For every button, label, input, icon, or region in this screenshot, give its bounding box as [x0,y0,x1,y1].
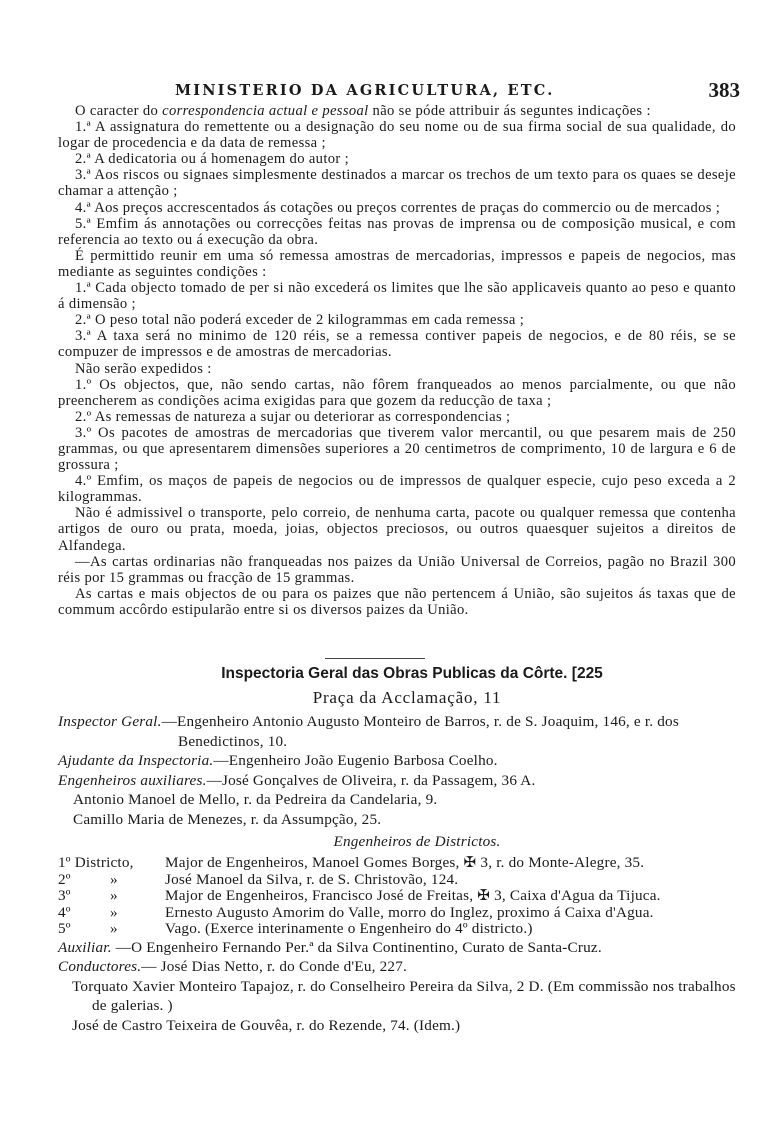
conductores-entry [58,957,736,977]
district-row [58,905,736,922]
inspector-entry [58,712,736,751]
paragraph: 3.ª A taxa será no minimo de 120 réis, se a remessa contiver papeis de negocios, e de 80 réis, se se compuzer de impressos e de amostras de mercadorias. [58,328,736,361]
paragraph: As cartas e mais objectos de ou para os paizes que não pertencem á União, são sujeitos ás taxas que de commum accôrdo estipularão entre si os diversos paizes da União. [58,585,736,618]
ditto-mark: » [110,870,118,888]
paragraph: 1.ª Cada objecto tomado de per si não excederá os limites que lhe são applicaveis quanto ao peso e quanto á dimensão ; [58,280,736,313]
auxiliares-entry [58,771,736,791]
entry-text: —Engenheiro Antonio Augusto Monteiro de Barros, r. de S. Joaquim, 146, e r. dos Benedictinos, 10. [161,713,679,750]
paragraph: 4.º Emfim, os maços de papeis de negocios ou de impressos de qualquer especie, cujo peso exceda a 2 kilogrammas. [58,473,736,506]
district-number: 3º [58,887,71,904]
district-row [58,855,736,872]
page-number: 383 [708,78,740,102]
district-number: 5º [58,920,71,937]
districts-heading: Engenheiros de Districtos. [333,833,501,850]
list-item: Camillo Maria de Menezes, r. da Assumpção, 25. [73,810,382,828]
ditto-mark: » [110,903,118,921]
entry-text: —O Engenheiro Fernando Per.ª da Silva Continentino, Curato de Santa-Cruz. [111,938,602,956]
paragraph: 2.ª A dedicatoria ou á homenagem do autor ; [75,151,349,168]
running-header [175,78,740,102]
text: O caracter do [75,103,163,119]
staff-list [58,938,736,1036]
paragraph: Não é admissivel o transporte, pelo correio, de nenhuma carta, pacote ou qualquer remessa que contenha artigos de ouro ou prata, moeda, joias, objectos preciosos, ou outros quaesquer sujeitos a direitos de Alfandega. [58,505,736,554]
district-row [58,888,736,905]
entry-text: —José Gonçalves de Oliveira, r. da Passagem, 36 A. [206,771,536,789]
paragraph: 2.ª O peso total não poderá exceder de 2 kilogrammas em cada remessa ; [75,312,525,329]
district-text: José Manoel da Silva, r. de S. Christovão, 124. [165,870,459,888]
district-row [58,872,736,889]
section-address: Praça da Acclamação, 11 [312,688,502,707]
section-divider [325,658,425,659]
list-item: Torquato Xavier Monteiro Tapajoz, r. do Conselheiro Pereira da Silva, 2 D. (Em commissão nos trabalhos de galerias. ) [72,977,736,1014]
ajudante-entry [58,751,736,771]
districts-list [58,855,736,938]
text: não se póde attribuir ás seguntes indicações : [368,103,651,119]
district-row [58,921,736,938]
paragraph: É permittido reunir em uma só remessa amostras de mercadorias, impressos e papeis de negocios, mas mediante as seguintes condições : [58,247,736,280]
entry-label: Ajudante da Inspectoria. [58,752,214,769]
ditto-mark: » [110,920,118,937]
postal-regulations-section [58,103,736,618]
paragraph: 4.ª Aos preços accrescentados ás cotações ou preços correntes de praças do commercio ou de mercados ; [75,199,721,216]
auxiliar-entry [58,938,736,958]
paragraph: 1.ª A assignatura do remettente ou a designação do seu nome ou de sua firma social de sua qualidade, do logar de procedencia e da data de remessa ; [58,119,736,152]
italic-text: correspondencia actual e pessoal [162,103,369,119]
entry-label: Inspector Geral. [58,713,162,730]
paragraph: Não serão expedidos : [75,360,212,377]
entry-text: — José Dias Netto, r. do Conde d'Eu, 227. [141,958,407,975]
district-number: 4º [58,903,71,921]
paragraph [58,103,736,119]
paragraph: 5.ª Emfim ás annotações ou correcções feitas nas provas de imprensa ou de composição musical, e com referencia ao texto ou á execução da obra. [58,215,736,248]
entry-label: Engenheiros auxiliares. [58,771,207,789]
district-number: 1º Districto, [58,854,134,871]
district-text: Major de Engenheiros, Francisco José de Freitas, ✠ 3, Caixa d'Agua da Tijuca. [165,887,661,904]
entry-label: Conductores. [58,958,142,975]
inspectoria-section [58,664,736,1035]
paragraph: 3.ª Aos riscos ou signaes simplesmente destinados a marcar os trechos de um texto para os quaes se deseje chamar a attenção ; [58,167,736,200]
section-title: Inspectoria Geral das Obras Publicas da Côrte. [225 [221,665,603,682]
list-item: José de Castro Teixeira de Gouvêa, r. do Rezende, 74. (Idem.) [72,1016,461,1034]
header-title: MINISTERIO DA AGRICULTURA, ETC. [175,82,555,99]
paragraph: 2.º As remessas de natureza a sujar ou deteriorar as correspondencias ; [75,408,511,425]
paragraph: 1.º Os objectos, que, não sendo cartas, não fôrem franqueados ao menos parcialmente, ou que não preencherem as condições acima exigidas para que gozem da reducção de taxa ; [58,376,736,409]
entry-text: —Engenheiro João Eugenio Barbosa Coelho. [213,752,498,769]
district-text: Ernesto Augusto Amorim do Valle, morro do Inglez, proximo á Caixa d'Agua. [165,903,654,921]
entry-label: Auxiliar. [58,938,112,956]
paragraph: 3.º Os pacotes de amostras de mercadorias que tiverem valor mercantil, ou que pesarem mais de 250 grammas, ou que apresentarem dimensões superiores a 20 centimetros de comprimento, 10 de largura e 6 de grossura ; [58,424,736,474]
paragraph: —As cartas ordinarias não franqueadas nos paizes da União Universal de Correios, pagão no Brazil 300 réis por 15 grammas ou fracção de 15 grammas. [58,553,736,586]
ditto-mark: » [110,887,118,904]
list-item: Antonio Manoel de Mello, r. da Pedreira da Candelaria, 9. [73,791,438,808]
district-number: 2º [58,870,71,888]
district-text: Major de Engenheiros, Manoel Gomes Borges, ✠ 3, r. do Monte-Alegre, 35. [165,854,645,871]
district-text: Vago. (Exerce interinamente o Engenheiro do 4º districto.) [165,920,533,937]
